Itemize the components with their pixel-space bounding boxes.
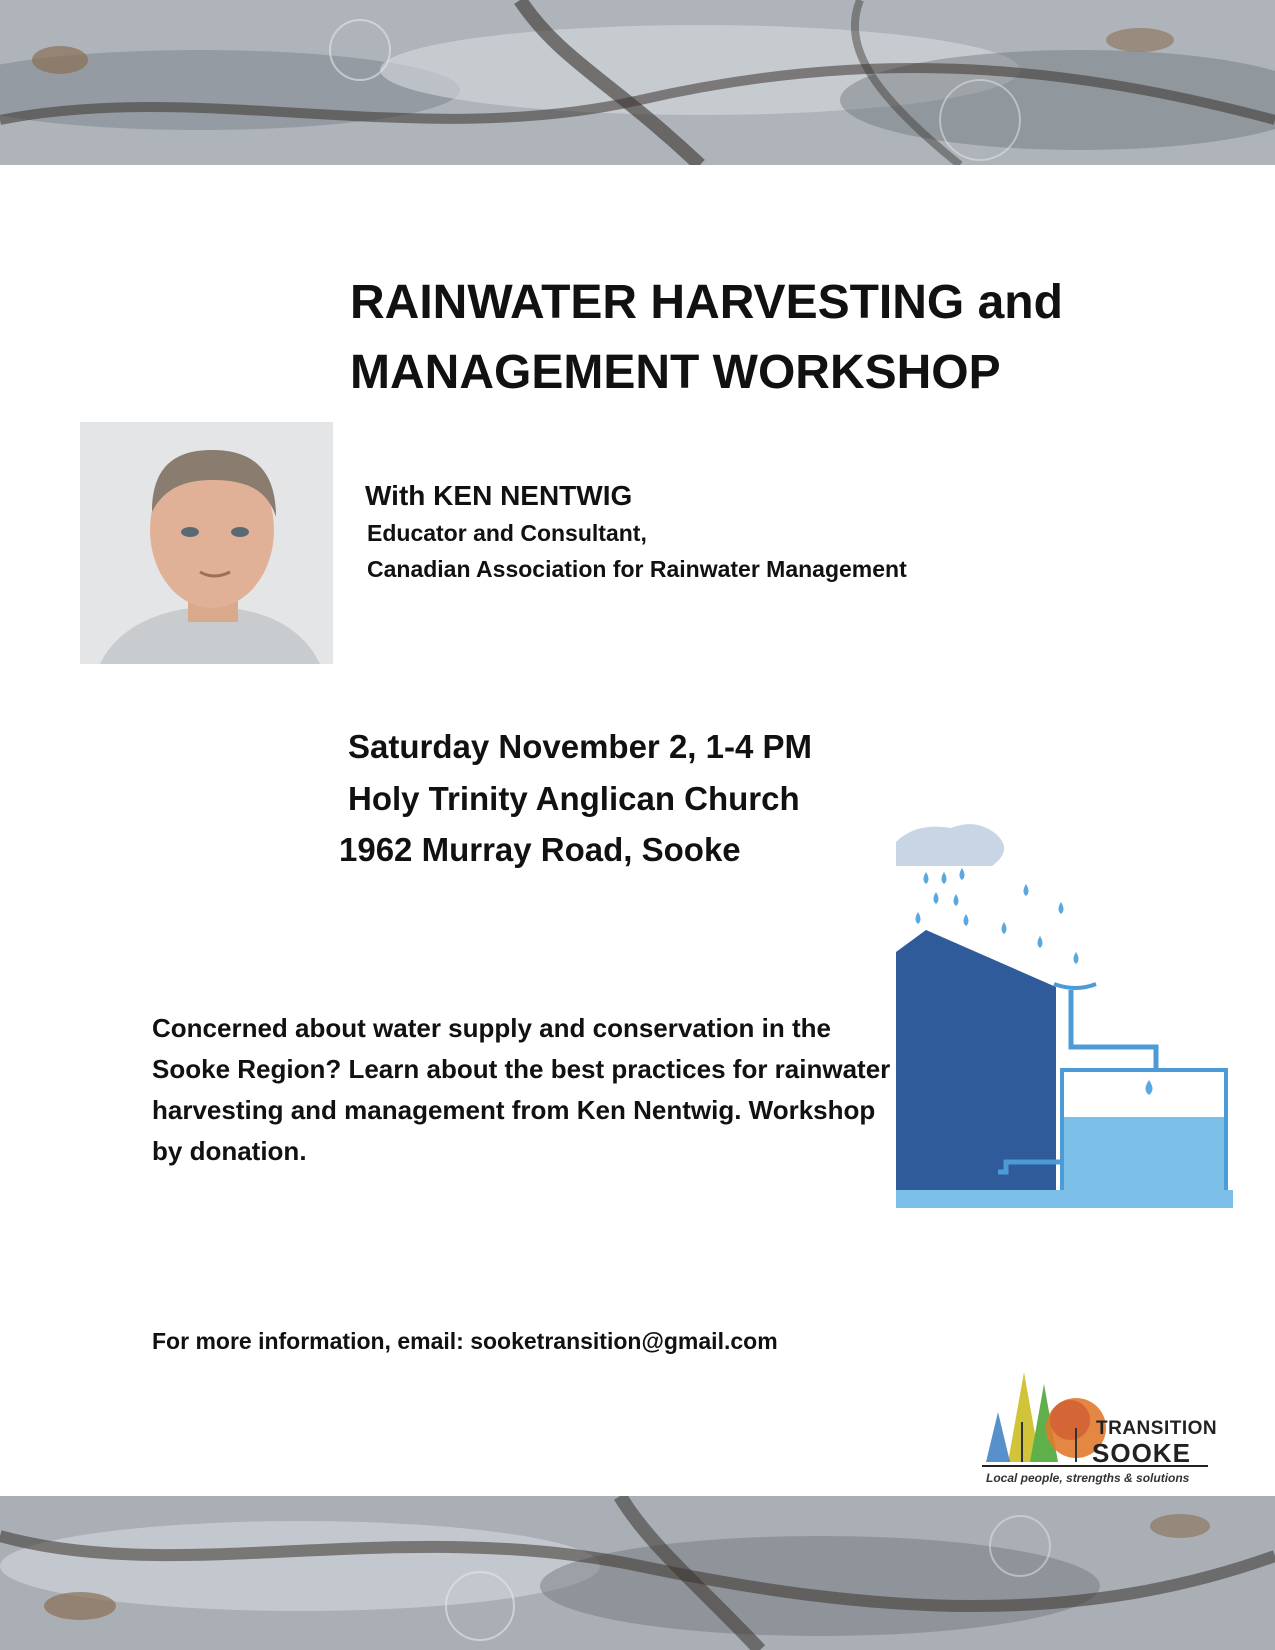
title-line-1: RAINWATER HARVESTING and	[350, 276, 1063, 329]
bottom-water-photo	[0, 1496, 1275, 1650]
transition-sooke-logo	[978, 1362, 1218, 1492]
house-icon	[896, 930, 1056, 1192]
presenter-organization: Canadian Association for Rainwater Management	[367, 556, 907, 582]
event-date: Saturday November 2, 1-4 PM	[348, 728, 812, 765]
gutter-icon	[1054, 984, 1096, 988]
presenter-name: With KEN NENTWIG	[365, 480, 633, 511]
workshop-description: Concerned about water supply and conservation in the Sooke Region? Learn about the best practices for rainwater harvesting and management from Ken Nentwig. Workshop by donation.	[152, 1013, 891, 1166]
logo-tagline: Local people, strengths & solutions	[986, 1471, 1190, 1485]
logo-text-sooke: SOOKE	[1092, 1438, 1191, 1468]
contact-info: For more information, email: sooketransition@gmail.com	[152, 1328, 778, 1354]
top-water-photo	[0, 0, 1275, 165]
workshop-title	[350, 268, 1150, 408]
event-address: 1962 Murray Road, Sooke	[339, 831, 741, 868]
title-line-2: MANAGEMENT WORKSHOP	[350, 346, 1001, 399]
logo-text-transition: TRANSITION	[1096, 1418, 1218, 1439]
presenter-info	[365, 477, 907, 587]
presenter-role: Educator and Consultant,	[367, 520, 647, 546]
rainwater-illustration	[896, 822, 1233, 1208]
event-venue: Holy Trinity Anglican Church	[348, 780, 800, 817]
presenter-photo	[80, 422, 333, 664]
cloud-icon	[896, 824, 1004, 866]
